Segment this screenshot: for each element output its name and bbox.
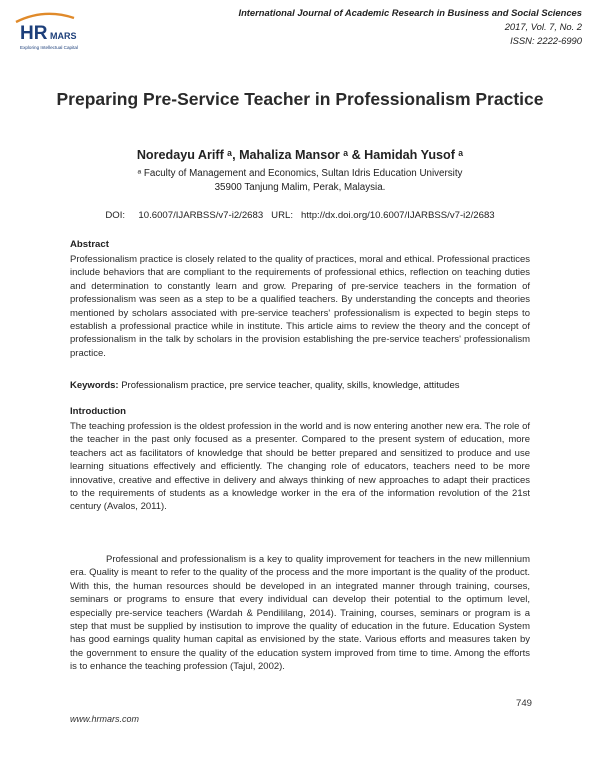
introduction-paragraph-2: Professional and professionalism is a key to quality improvement for teachers in the new millennium era. Quality is meant to refer to the quality of the process and the more important is the quality of the product. With this, the human resources should be developed in an integrated manner through training, courses, seminars or programs to ensure that every individual can develop their potential to the optimum level, especially pre-service teachers (Wardah & Pendililang, 2014). Training, courses, seminars or program is a step that must be supplied by instisution to improve the quality of education in the future. Education System has good earnings quality human capital as envisioned by the state. Various efforts and measures taken by the government to ensure the quality of the education system improved from time to time. Among the efforts is to enhance the teaching profession (Tajul, 2002). (70, 554, 530, 673)
introduction-heading: Introduction (70, 406, 126, 417)
footer-url: www.hrmars.com (70, 714, 140, 724)
abstract-heading: Abstract (70, 239, 109, 250)
doi-line: DOI: 10.6007/IJARBSS/v7-i2/2683 URL: http://dx.doi.org/10.6007/IJARBSS/v7-i2/2683 (105, 210, 495, 221)
abstract-text: Professionalism practice is closely related to the quality of practices, moral and ethical. Professional practices include behaviors that are compliant to the requirements of professional ethics, reflection on teaching duties and determination to constantly learn and grow. Preparing of pre-service teachers in the formation of professionalism was seen as a step to be a qualified teachers. By understanding the concepts and theories mentioned by scholars associated with pre-service teachers' professionalism is expected to begin steps to establish a professional practice while in institute. This article aims to review the theory and the concept of professionalism in the talk by scholars in the provision establishing the pre-service teachers' professionalism practice. (70, 254, 530, 359)
paper-title: Preparing Pre-Service Teacher in Professionalism Practice (56, 89, 544, 109)
hrmars-logo (14, 12, 106, 54)
journal-volume: 2017, Vol. 7, No. 2 (504, 21, 582, 32)
svg-text:HR: HR (20, 23, 48, 44)
svg-text:Exploring Intellectual Capital: Exploring Intellectual Capital (20, 45, 78, 50)
affiliation-line-1: ᵃ Faculty of Management and Economics, Sultan Idris Education University (137, 168, 463, 179)
affiliation-line-2: 35900 Tanjung Malim, Perak, Malaysia. (214, 182, 386, 193)
journal-header (238, 6, 582, 48)
keywords (70, 380, 530, 391)
author-affiliation (0, 167, 600, 195)
journal-issn: ISSN: 2222-6990 (510, 35, 582, 46)
svg-text:MARS: MARS (50, 31, 77, 41)
page-number: 749 (515, 698, 532, 709)
keywords-label: Keywords: (70, 380, 119, 391)
introduction-paragraph-1: The teaching profession is the oldest profession in the world and is now entering another new era. The role of the teacher in the past only focused as a presenter. Compared to the present system of education, more teachers act as facilitators of knowledge that should be better prepared and sensitized to produce and use learning situations effectively and efficiently. The changing role of educators, teachers need to be more innovative, creative and effective in delivery and always thinking of new approaches to adapt their practices to the requirements of students as a knowledge worker in the era of the information revolution of the 21st century (Avalos, 2011). (70, 421, 530, 513)
journal-name: International Journal of Academic Research in Business and Social Sciences (238, 7, 582, 18)
keywords-text: Professionalism practice, pre service teacher, quality, skills, knowledge, attitudes (118, 380, 460, 391)
paper-authors: Noredayu Ariff ᵃ, Mahaliza Mansor ᵃ & Hamidah Yusof ᵃ (136, 148, 464, 162)
